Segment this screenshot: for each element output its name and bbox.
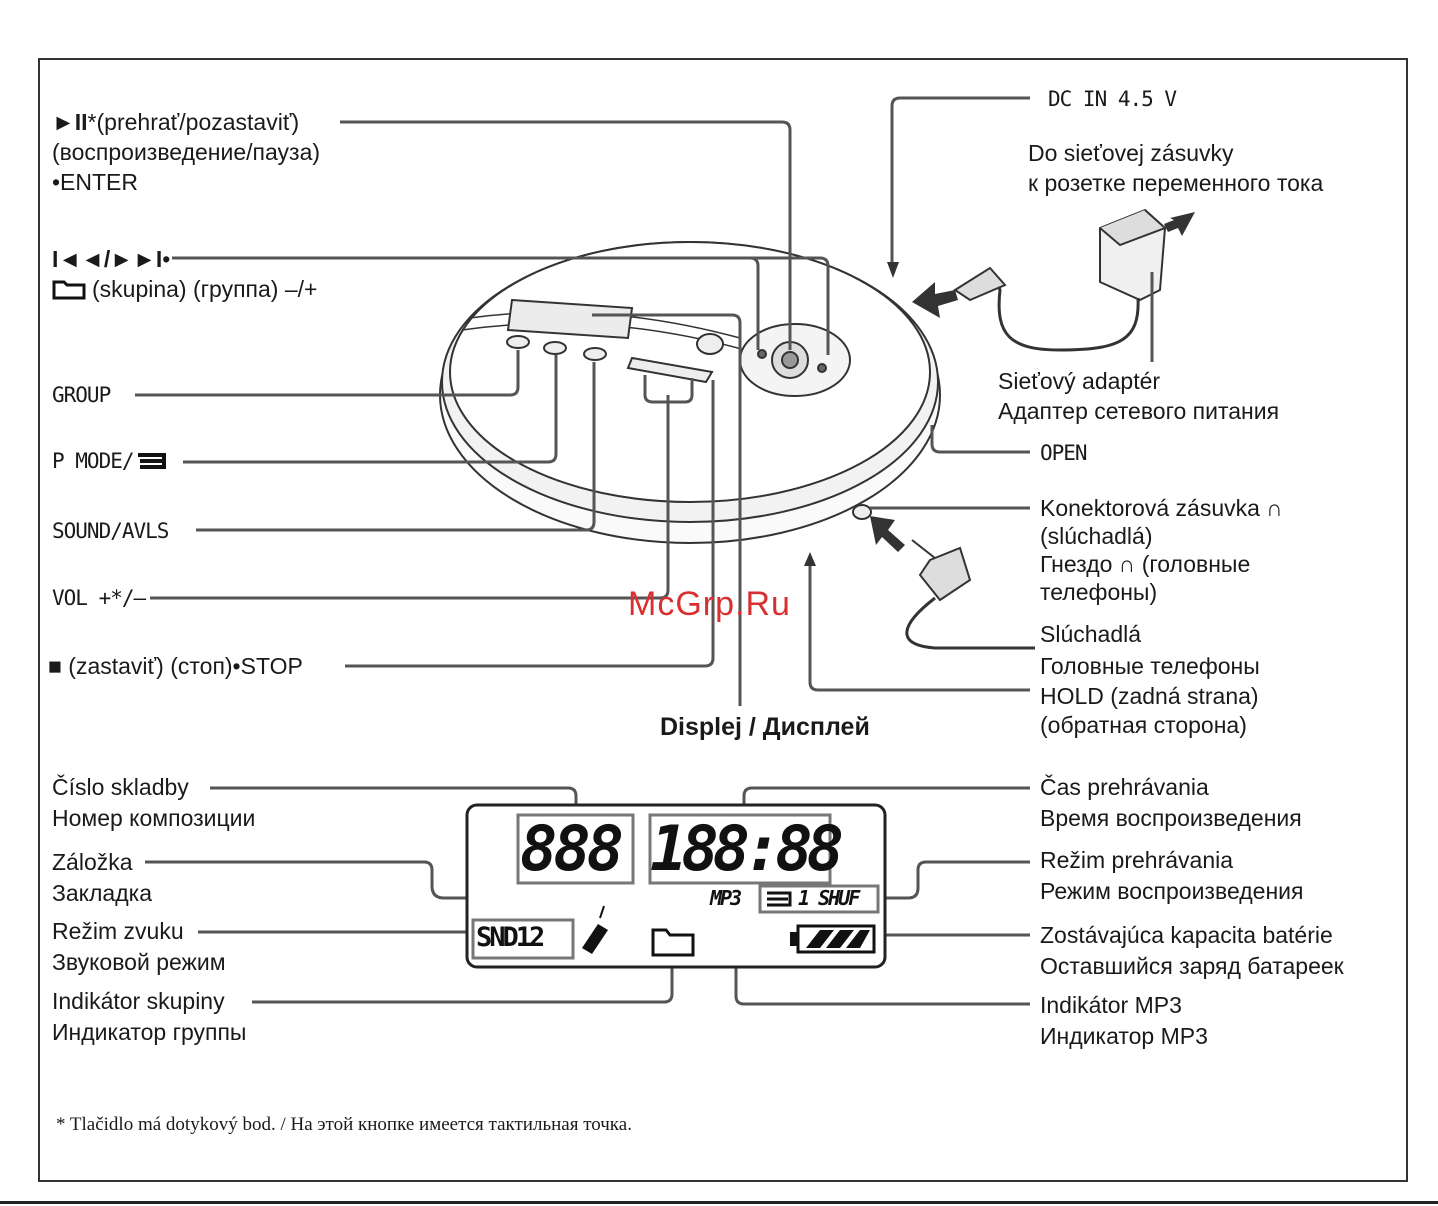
track-number-sk: Číslo skladby [52,774,189,800]
sound-mode-ru: Звуковой режим [52,949,226,975]
playing-time-ru: Время воспроизведения [1040,805,1302,831]
label-sound-avls: SOUND/AVLS [52,519,169,543]
hold-sk: HOLD (zadná strana) [1040,683,1259,709]
wall-outlet-sk: Do sieťovej zásuvky [1028,140,1234,166]
headphone-jack-ru2: телефоны) [1040,579,1158,605]
battery-ru: Оставшийся заряд батареек [1040,953,1344,979]
battery-icon [790,926,874,952]
headphone-jack-sk2: (slúchadlá) [1040,523,1153,549]
label-open: OPEN [1040,441,1087,465]
headphone-jack-ru: Гнездо ∩ (головные [1040,551,1251,577]
label-mp3-indicator [1040,990,1208,1052]
lcd-track-digits: 888 [520,812,620,885]
ac-adapter-drawing [955,210,1165,350]
label-bookmark [52,847,152,909]
play-mode-sk: Režim prehrávania [1040,847,1234,873]
skip-icon: I◄◄/►►I [52,246,163,272]
play-pause-icon: ►II [52,109,88,135]
label-play-mode [1040,845,1303,907]
group-indicator-ru: Индикатор группы [52,1019,247,1045]
play-pause-text: *(prehrať/pozastaviť) [87,109,300,135]
folder-icon [52,278,86,300]
hold-ru: (обратная сторона) [1040,712,1247,738]
label-group: GROUP [52,383,111,407]
bookmark-ru: Закладка [52,880,152,906]
label-hold [1040,682,1259,740]
label-display: Displej / Дисплей [660,713,870,741]
lcd-time-digits: 188:88 [650,812,838,885]
skip-group-text: (skupina) (группа) –/+ [92,276,318,302]
play-mode-ru: Режим воспроизведения [1040,878,1304,904]
label-wall-outlet [1028,138,1323,198]
watermark: McGrp.Ru [628,585,791,623]
label-vol: VOL +*/– [52,586,146,610]
label-ac-adaptor [998,366,1279,426]
label-group-indicator [52,986,246,1048]
playing-time-sk: Čas prehrávania [1040,774,1209,800]
mp3-indicator-ru: Индикатор MP3 [1040,1023,1208,1049]
wall-outlet-ru: к розетке переменного тока [1028,170,1324,196]
label-dc-in: DC IN 4.5 V [1048,87,1177,111]
sound-mode-sk: Režim zvuku [52,918,184,944]
label-skip [52,244,317,304]
lcd-mp3-indicator: MP3 [710,886,741,910]
lcd-play-mode: 1 SHUF [798,886,859,910]
label-battery [1040,920,1344,982]
headphone-jack-socket [853,505,871,519]
label-p-mode [52,446,170,476]
label-headphone-jack [1040,494,1283,606]
p-mode-text: P MODE/ [52,449,134,473]
skip-bullet: • [162,246,171,272]
headphone-plug-drawing [907,540,1035,648]
folder-icon [653,930,693,955]
label-track-number [52,772,255,834]
label-play-pause [52,107,320,197]
repeat-icon [134,451,170,471]
label-stop [48,651,303,681]
play-pause-text-ru: (воспроизведение/пауза) [52,139,321,165]
bookmark-sk: Záložka [52,849,133,875]
headphones-ru: Головные телефоны [1040,653,1260,679]
lcd-sound-mode: SND12 [476,922,543,953]
footnote: * Tlačidlo má dotykový bod. / На этой кнопке имеется тактильная точка. [56,1114,632,1135]
stop-text: (zastaviť) (стоп)•STOP [68,653,303,679]
mp3-indicator-sk: Indikátor MP3 [1040,992,1182,1018]
stop-icon: ■ [48,653,62,679]
ac-adaptor-ru: Адаптер сетевого питания [998,398,1280,424]
headphones-sk: Slúchadlá [1040,621,1142,647]
label-sound-mode [52,916,226,978]
label-headphones [1040,618,1260,682]
ac-adaptor-sk: Sieťový adaptér [998,368,1161,394]
label-playing-time [1040,772,1302,834]
battery-sk: Zostávajúca kapacita batérie [1040,922,1333,948]
group-indicator-sk: Indikátor skupiny [52,988,225,1014]
play-pause-enter: •ENTER [52,169,139,195]
headphone-jack-sk: Konektorová zásuvka ∩ [1040,495,1283,521]
track-number-ru: Номер композиции [52,805,256,831]
